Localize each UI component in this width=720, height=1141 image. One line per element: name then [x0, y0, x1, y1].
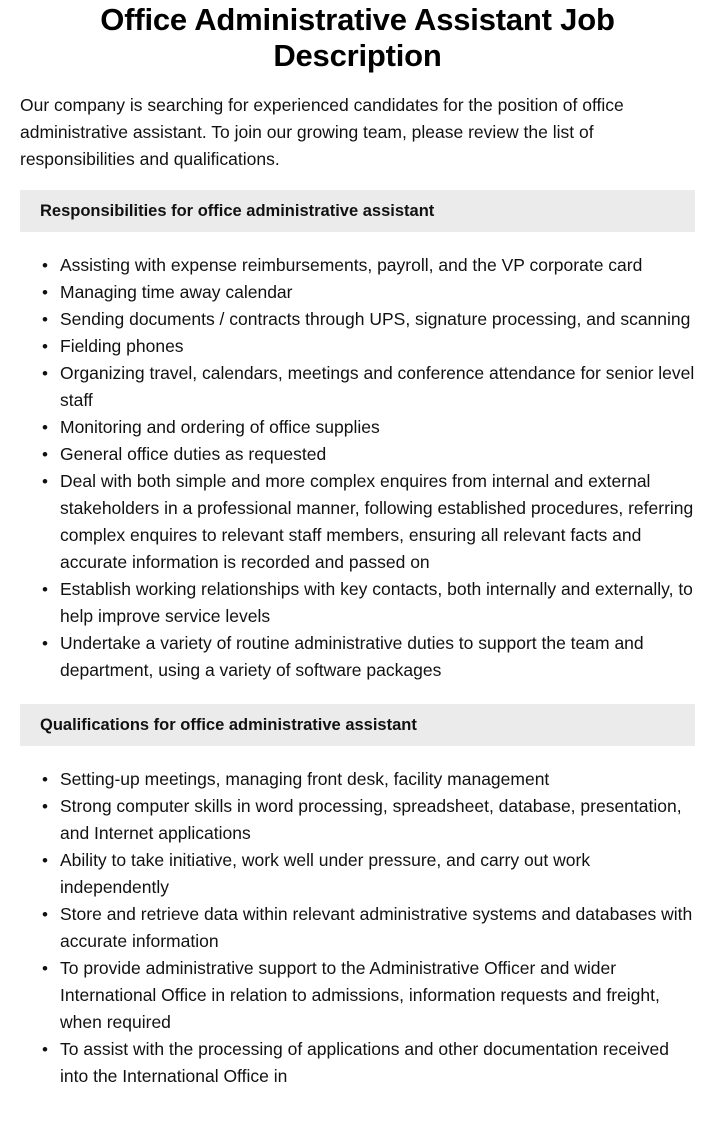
bullet-icon: • — [42, 256, 48, 275]
list-item — [42, 901, 695, 955]
list-item — [42, 252, 695, 279]
list-item-text: Deal with both simple and more complex enquires from internal and external stakeholders in a professional manner, following established procedures, referring complex enquires to relevant staff members, ensuring all relevant facts and accurate information is recorded and passed on — [60, 471, 694, 572]
list-item — [42, 576, 695, 630]
bullet-icon: • — [42, 770, 48, 789]
list-item — [42, 955, 695, 1036]
responsibilities-list — [20, 252, 695, 684]
bullet-icon: • — [42, 1040, 48, 1059]
list-item — [42, 441, 695, 468]
list-item-text: Store and retrieve data within relevant administrative systems and databases with accurate information — [60, 904, 693, 951]
list-item — [42, 766, 695, 793]
bullet-icon: • — [42, 337, 48, 356]
list-item-text: General office duties as requested — [60, 444, 327, 464]
bullet-icon: • — [42, 905, 48, 924]
bullet-icon: • — [42, 634, 48, 653]
bullet-icon: • — [42, 283, 48, 302]
bullet-icon: • — [42, 472, 48, 491]
bullet-icon: • — [42, 364, 48, 383]
list-item-text: Organizing travel, calendars, meetings and conference attendance for senior level staff — [60, 363, 695, 410]
list-item — [42, 847, 695, 901]
bullet-icon: • — [42, 959, 48, 978]
intro-paragraph: Our company is searching for experienced candidates for the position of office administrative assistant. To join our growing team, please review the list of responsibilities and qualifications. — [20, 95, 624, 169]
bullet-icon: • — [42, 580, 48, 599]
list-item-text: Assisting with expense reimbursements, payroll, and the VP corporate card — [60, 255, 643, 275]
list-item-text: Undertake a variety of routine administrative duties to support the team and department, using a variety of software packages — [60, 633, 644, 680]
list-item-text: Strong computer skills in word processing, spreadsheet, database, presentation, and Internet applications — [60, 796, 682, 843]
list-item — [42, 414, 695, 441]
list-item-text: To provide administrative support to the Administrative Officer and wider International Office in relation to admissions, information requests and freight, when required — [60, 958, 660, 1032]
list-item-text: Sending documents / contracts through UPS, signature processing, and scanning — [60, 309, 691, 329]
list-item-text: To assist with the processing of applications and other documentation received into the International Office in — [60, 1039, 669, 1086]
qualifications-heading: Qualifications for office administrative assistant — [20, 704, 695, 746]
list-item — [42, 1036, 695, 1090]
list-item — [42, 306, 695, 333]
bullet-icon: • — [42, 445, 48, 464]
list-item-text: Fielding phones — [60, 336, 184, 356]
list-item-text: Ability to take initiative, work well under pressure, and carry out work independently — [60, 850, 591, 897]
qualifications-list — [20, 766, 695, 1090]
list-item-text: Establish working relationships with key contacts, both internally and externally, to help improve service levels — [60, 579, 693, 626]
list-item-text: Managing time away calendar — [60, 282, 293, 302]
bullet-icon: • — [42, 851, 48, 870]
bullet-icon: • — [42, 797, 48, 816]
list-item-text: Monitoring and ordering of office supplies — [60, 417, 380, 437]
list-item — [42, 279, 695, 306]
page-title: Office Administrative Assistant Job Description — [100, 2, 615, 73]
list-item — [42, 468, 695, 576]
list-item — [42, 630, 695, 684]
list-item-text: Setting-up meetings, managing front desk, facility management — [60, 769, 550, 789]
list-item — [42, 360, 695, 414]
list-item — [42, 793, 695, 847]
list-item — [42, 333, 695, 360]
responsibilities-heading: Responsibilities for office administrative assistant — [20, 190, 695, 232]
bullet-icon: • — [42, 418, 48, 437]
bullet-icon: • — [42, 310, 48, 329]
